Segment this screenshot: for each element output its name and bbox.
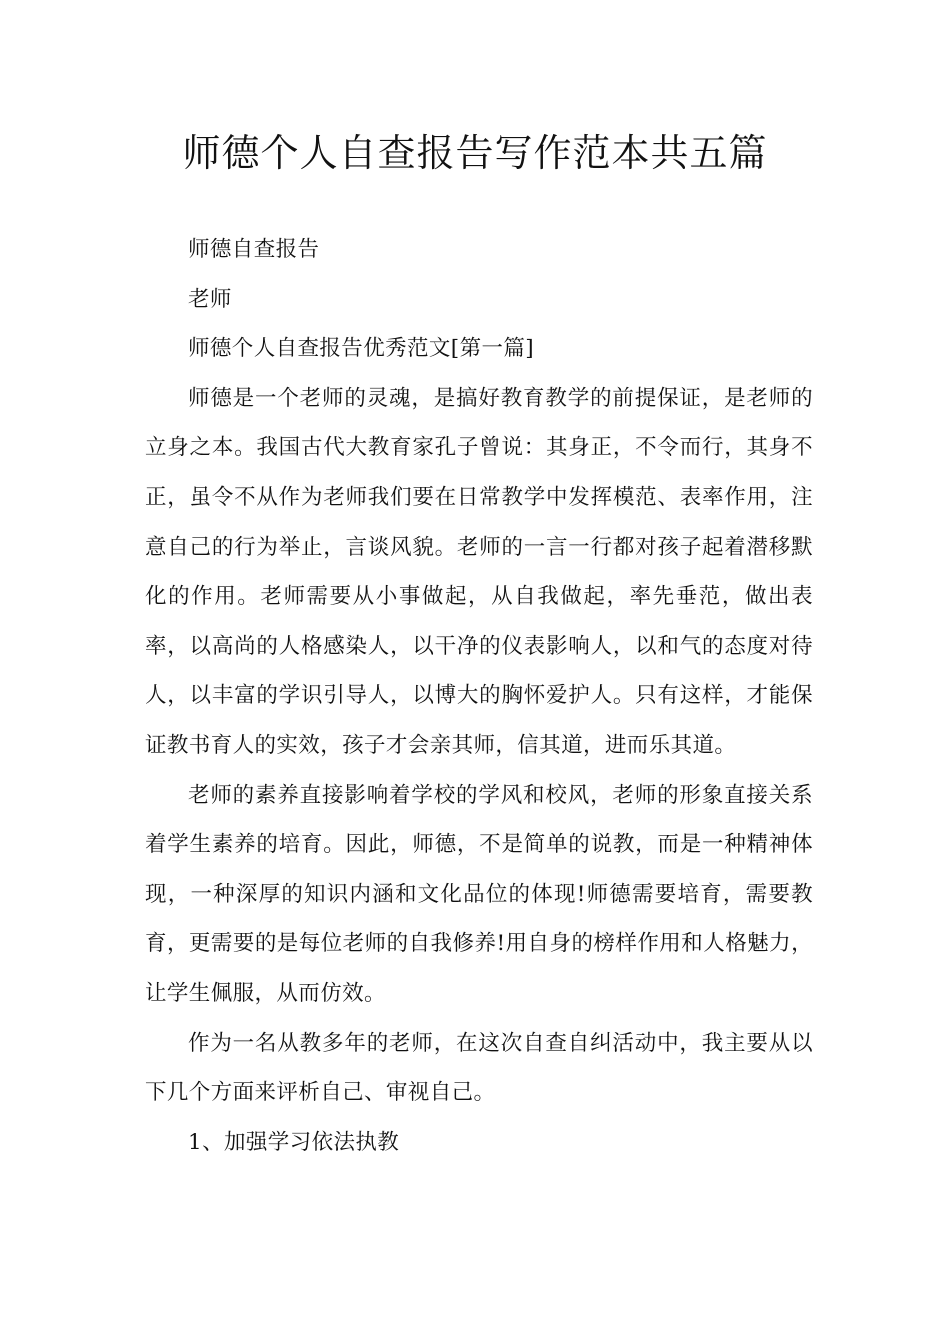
paragraph-body-1: 师德是一个老师的灵魂，是搞好教育教学的前提保证，是老师的立身之本。我国古代大教育家孔子曾说：其身正，不令而行，其身不正，虽令不从作为老师我们要在日常教学中发挥模范、表率作用，注意自己的行为举止，言谈风貌。老师的一言一行都对孩子起着潜移默化的作用。老师需要从小事做起，从自我做起，率先垂范，做出表率，以高尚的人格感染人，以干净的仪表影响人，以和气的态度对待人，以丰富的学识引导人，以博大的胸怀爱护人。只有这样，才能保证教书育人的实效，孩子才会亲其师，信其道，进而乐其道。 [145,385,813,758]
paragraph-report-heading: 师德自查报告 [188,237,320,262]
document-body [145,225,813,1167]
paragraph-body-2: 老师的素养直接影响着学校的学风和校风，老师的形象直接关系着学生素养的培育。因此，师德，不是简单的说教，而是一种精神体现，一种深厚的知识内涵和文化品位的体现!师德需要培育，需要教育，更需要的是每位老师的自我修养!用自身的榜样作用和人格魅力，让学生佩服，从而仿效。 [145,782,813,1006]
paragraph-section-heading: 师德个人自查报告优秀范文[第一篇] [188,336,535,362]
paragraph-author: 老师 [188,286,232,312]
paragraph-body-3: 作为一名从教多年的老师，在这次自查自纠活动中，我主要从以下几个方面来评析自己、审视自己。 [145,1030,813,1106]
document-title: 师德个人自查报告写作范本共五篇 [182,131,768,175]
paragraph-list-item-1: 1、加强学习依法执教 [188,1129,400,1155]
